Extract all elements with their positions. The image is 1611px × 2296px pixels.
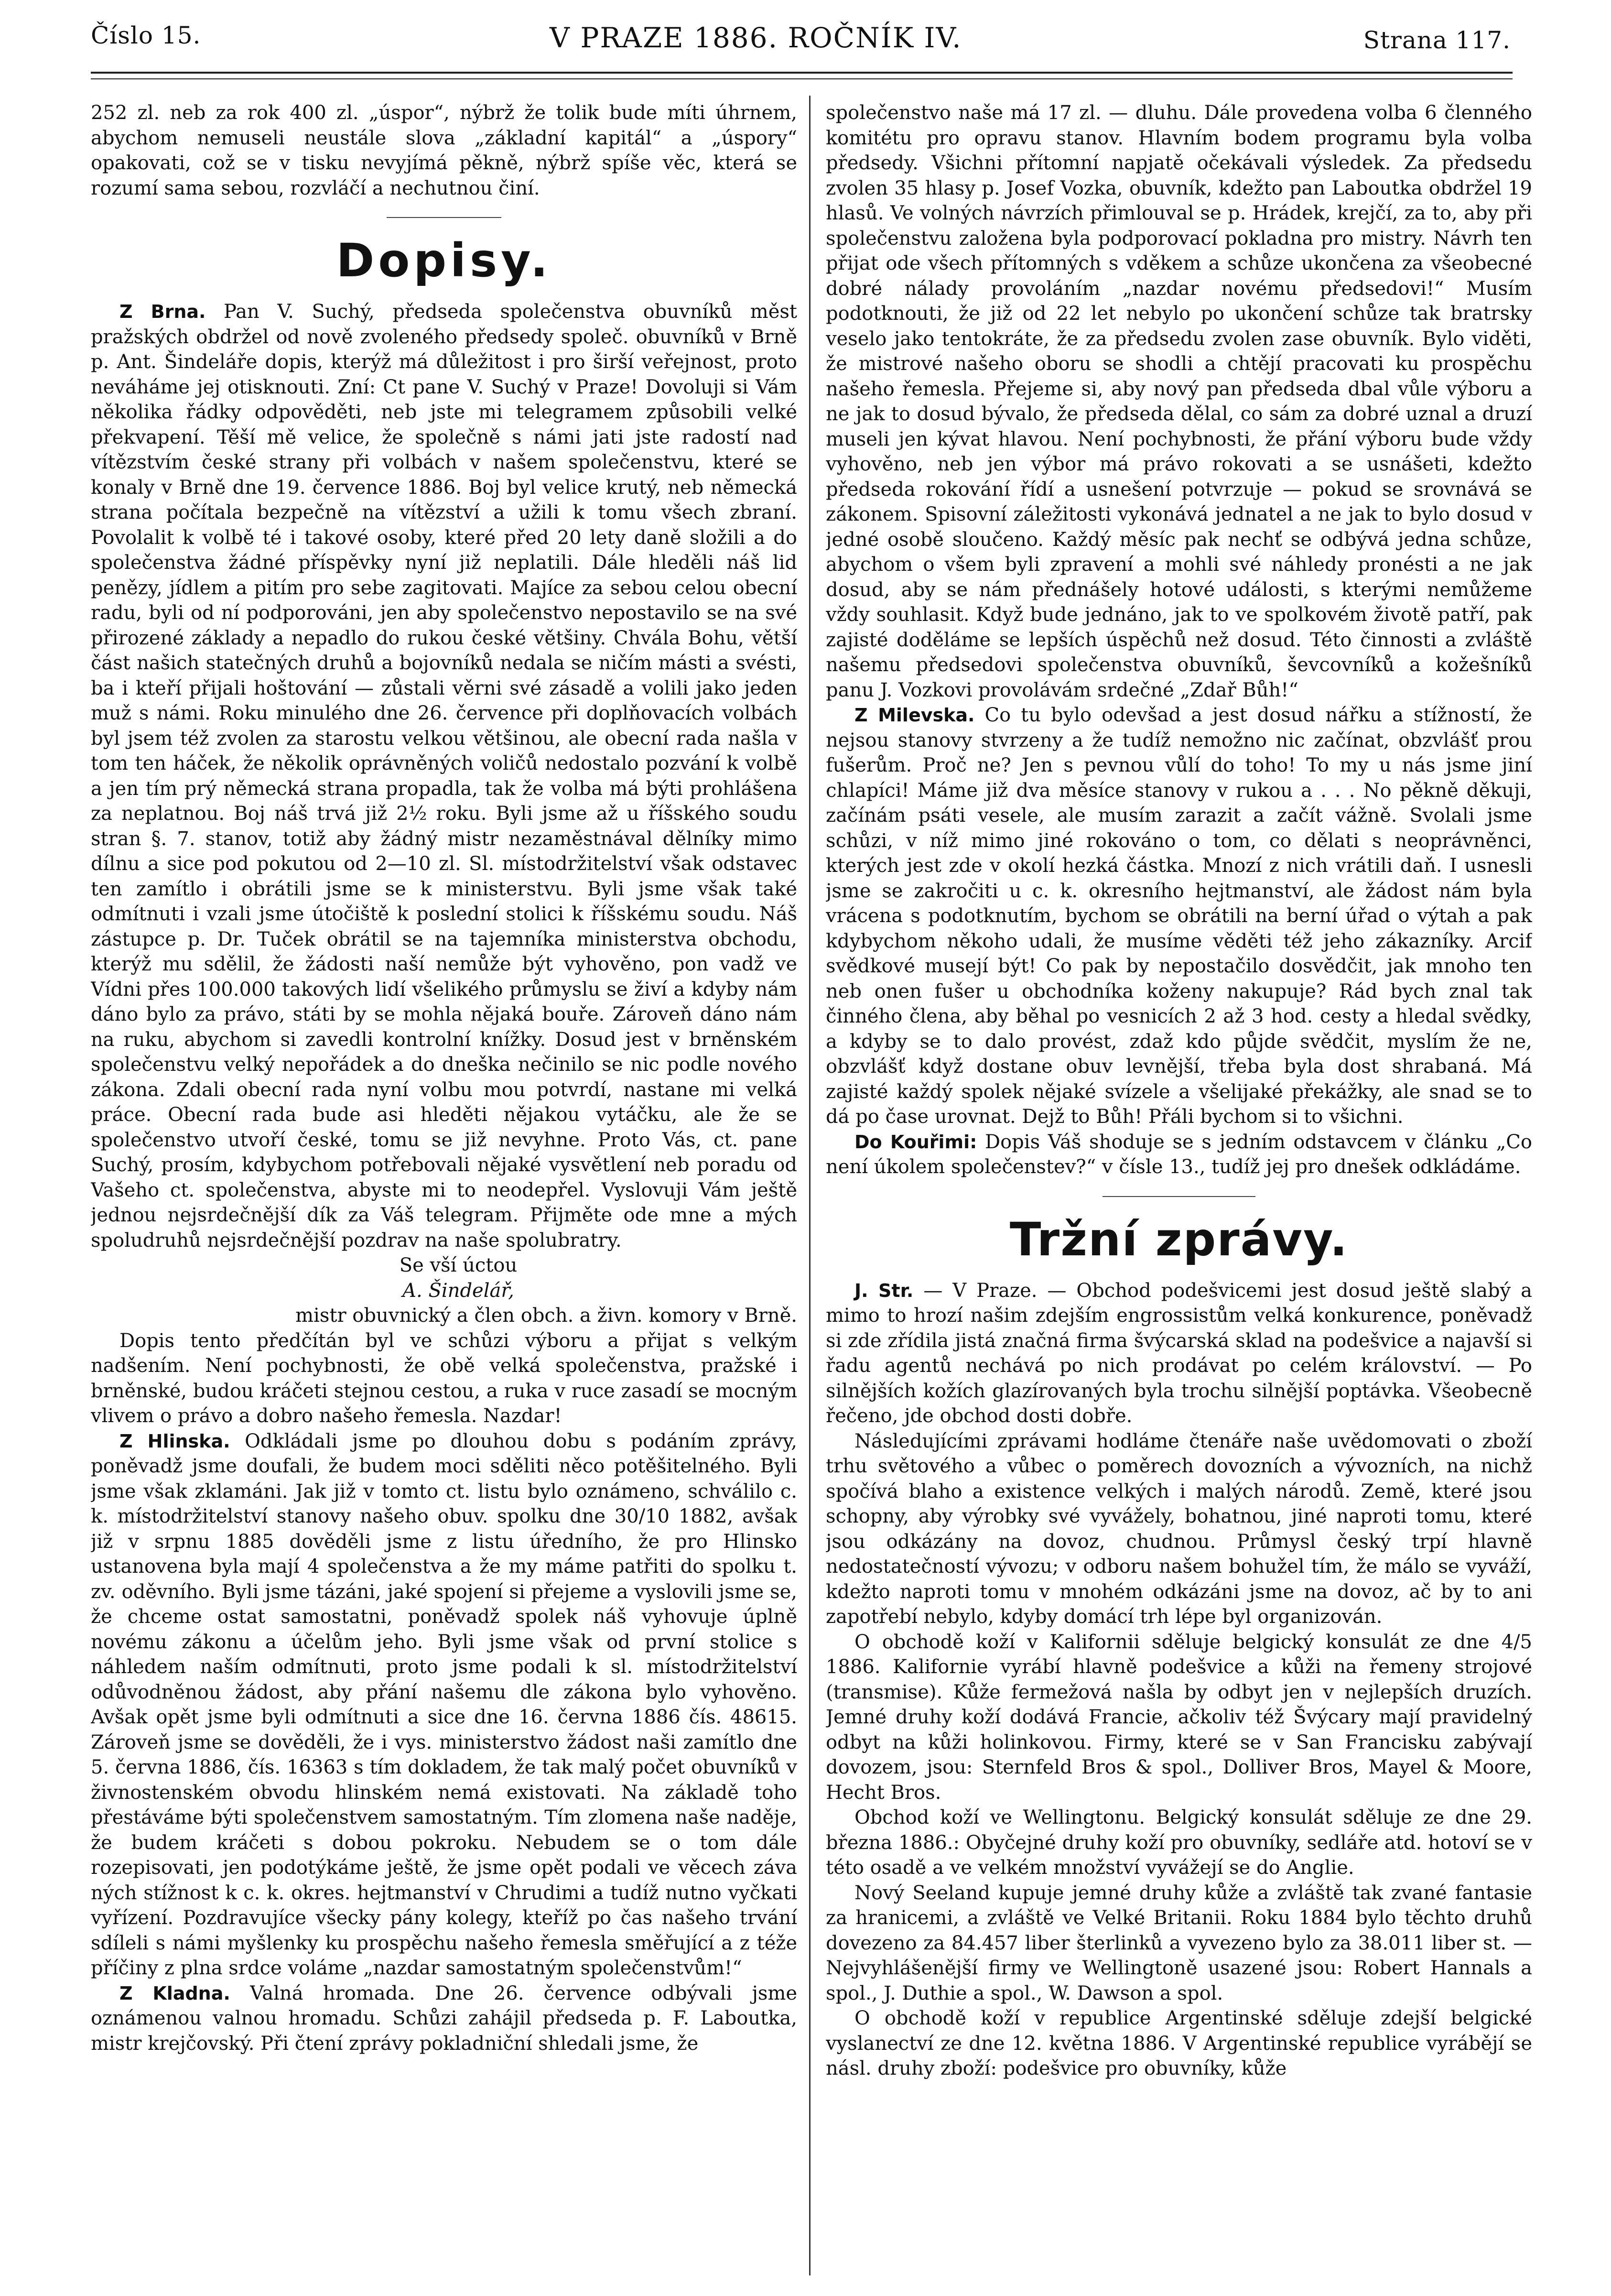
letter-kladno — [91, 1981, 797, 2057]
place-milevsko: Z Milevska. — [854, 705, 975, 726]
intro-paragraph: 252 zl. neb za rok 400 zl. „úspor“, nýbrž že tolik bude míti úhrnem, abychom nemuseli neustále slova „základní kapitál“ a „úspory“ opakovati, což se v tisku nevyjímá pěkně, nýbrž spíše věc, která se rozumí sama sebou, rozvláčí a nechutnou činí. — [91, 102, 797, 199]
place-brno: Z Brna. — [119, 301, 206, 322]
section-title-market: Tržní zprávy. — [1009, 1212, 1349, 1266]
left-column — [91, 100, 797, 2278]
page-header — [0, 12, 1611, 65]
place-kladno: Z Kladna. — [119, 1982, 230, 2004]
place-hlinsko: Z Hlinska. — [119, 1430, 230, 1452]
section-rule — [387, 217, 501, 218]
page-number: Strana 117. — [1363, 26, 1511, 54]
section-title-dopisy: Dopisy. — [336, 234, 552, 287]
letter-hlinsko — [91, 1429, 797, 1981]
letter-brno-text: Pan V. Suchý, předseda společenstva obuvníků měst pražských obdržel od nově zvoleného předsedy společ. obuvníků v Brně p. Ant. Šindeláře dopis, kterýž má důležitost i pro širší veřejnost, proto neváháme jej otisknouti. Zní: Ct pane V. Suchý v Praze! Dovoluji si Vám několika řádky odpověděti, neb jste mi telegramem způsobili velké překvapení. Těší mě velice, že společně s námi jati jste radostí nad vítězstvím české strany při volbách v našem společenstvu, které se konaly v Brně dne 19. července 1886. Boj byl velice krutý, neb německá strana počítala bezpečně na vítězství a užili k tomu všech zbraní. Povolalit k volbě té i takové osoby, které před 20 lety daně složili a do společenstva žádné příspěvky nyní již neplatili. Dále hleděli náš lid penězy, jídlem a pitím pro sebe zagitovati. Majíce za sebou celou obecní radu, byli od ní podporováni, jen aby společenstvo nepostavilo se na své přirozené základy a nepadlo do rukou české většiny. Chvála Bohu, větší část našich statečných druhů a bojovníků nedala se ničím másti a svésti, ba i kteří přijali hoštování — zůstali věrni své zásadě a volili jako jeden muž s námi. Roku minulého dne 26. července při doplňovacích volbách byl jsem též zvolen za starostu velkou většinou, ale obecní rada našla v tom ten háček, že několik oprávněných voličů nedostalo pozvání k volbě a jen tím prý německá strana propadla, tak že volba má býti prohlášena za neplatnou. Boj náš trvá již 2½ roku. Byli jsme až u říšského soudu stran §. 7. stanov, totiž aby žádný mistr nezaměstnával dělníky mimo dílnu a sice pod pokutou od 2—10 zl. Sl. místodržitelství však odstavec ten zamítlo i obrátili jsme se k ministerstvu. Byli jsme však také odmítnuti i vzali jsme útočiště k poslední stolici k říšskému soudu. Náš zástupce p. Dr. Tuček obrátil se na tajemníka ministerstva obchodu, kterýž mu sdělil, že žádosti naší nemůže být vyhověno, pon vadž ve Vídni přes 100.000 takových lidí všelikého průmyslu se živí a kdyby nám dáno bylo za právo, státi by se mohla nějaká bouře. Zároveň dáno nám na ruku, abychom si zavedli kontrolní knížky. Dosud jest v brněnském společenstvu velký nepořádek a do dneška nečinilo se nic podle nového zákona. Zdali obecní rada nyní volbu mou potvrdí, nastane mi velká práce. Obecní rada bude asi hleděti nějakou vytáčku, ale že se společenstvo utvoří české, tomu se již nevyhne. Proto Vás, ct. pane Suchý, prosím, kdybychom potřebovali nějaké vysvětlení neb poradu od Vašeho ct. společenstva, abyste mi to neodepřel. Vyslovuji Vám ještě jednou nejsrdečnější dík za Váš telegram. Přijměte ode mne a mých spoludruhů nejsrdečnější pozdrav na naše spolubratry. — [91, 301, 797, 1251]
column-divider — [809, 96, 811, 2275]
section-rule-market — [1103, 1196, 1255, 1197]
market-intro: Následujícími zprávami hodláme čtenáře naše uvědomovati o zboží trhu světového a vůbec o poměrech dovozních a vývozních, na nichž spočívá blaho a existence velkých i malých národů. Země, které jsou schopny, aby výrobky své vyvážely, bohatnou, jiné naproti tomu, které jsou odkázány na dovoz, chudnou. Průmysl český trpí hlavně nedostatečností vývozu; v odboru našem bohužel tím, že málo se vyváží, kdežto naproti tomu v mnohém odkázáni jsme na dovoz, ač by to ani zapotřebí nebylo, kdyby domácí trh lépe byl organizován. — [826, 1430, 1532, 1628]
market-wellington: Obchod koží ve Wellingtonu. Belgický konsulát sděluje ze dne 29. března 1886.: Obyčejné druhy koží pro obuvníky, sedláře atd. hotoví se v této osadě a ve velkém množství vyvážejí se do Anglie. — [826, 1806, 1532, 1879]
dateline: V PRAZE 1886. ROČNÍK IV. — [550, 22, 962, 54]
right-column — [826, 100, 1532, 2278]
letter-kladno-continued: společenstvo naše má 17 zl. — dluhu. Dále provedena volba 6 členného komitétu pro opravu stanov. Hlavním bodem programu byla volba předsedy. Všichni přítomní napjatě očekávali výsledek. Za předsedu zvolen 35 hlasy p. Josef Vozka, obuvník, kdežto pan Laboutka obdržel 19 hlasů. Ve volných návrzích přimlouval se p. Hrádek, krejčí, za to, aby při společenstvu založena byla podporovací pokladna pro mistry. Návrh ten přijat ode všech přítomných s vděkem a schůze ukončena za všeobecné dobré nálady provoláním „nazdar novému předsedovi!“ Musím podotknouti, že již od 22 let nebylo po ukončení schůze tak bratrsky veselo jako tentokráte, že za předsedu zvolen zase obuvník. Bylo viděti, že mistrové našeho oboru se shodli a chtějí pracovati ku prospěchu našeho řemesla. Přejeme si, aby nový pan předseda dbal vůle výboru a ne jak to dosud bývalo, že předseda dělal, co sám za dobré uznal a druzí museli jen kývat hlavou. Není pochybnosti, že přání výboru bude vždy vyhověno, neb jen výbor má právo rokovati a se usnášeti, kdežto předseda rokování řídí a usnešení potvrzuje — pokud se srovnává se zákonem. Spisovní záležitosti vykonává jednatel a ne jak to bylo dosud v jedné osobě sloučeno. Každý měsíc pak nechť se odbývá jedna schůze, abychom o všem byli zpravení a mohli své náhledy pronésti a ne jak dosud, aby se nám přednášely hotové události, s kterými nemůžeme vždy souhlasit. Když bude jednáno, jak to ve spolkovém životě patří, pak zajisté doděláme se lepších úspěchů než dosud. Této činnosti a zvláště našemu předsedovi společenstva obuvníků, ševcovníků a kožešníků panu J. Vozkovi provolávám srdečné „Zdař Bůh!“ — [826, 102, 1532, 701]
letter-kladno-text: Valná hromada. Dne 26. července odbývali jsme oznámenou valnou hromadu. Schůzi zahájil předseda p. F. Laboutka, mistr krejčovský. Při čtení zprávy pokladniční shledali jsme, že — [91, 1982, 797, 2055]
letter-signature: A. Šindelář, — [402, 1279, 514, 1302]
letter-signature-title: mistr obuvnický a člen obch. a živn. komory v Brně. — [295, 1305, 797, 1327]
market-argentina: O obchodě koží v republice Argentinské sděluje zdejší belgické vyslanectví ze dne 12. května 1886. V Argentinské republice vyrábějí se násl. druhy zboží: podešvice pro obuvníky, kůže — [826, 2007, 1532, 2079]
letter-brno — [91, 299, 797, 1253]
note-kourim-text: Dopis Váš shoduje se s jedním odstavcem v článku „Co není úkolem společenstev?“ v čísle 13., tudíž jej pro dnešek odkládáme. — [826, 1131, 1532, 1178]
place-kourim: Do Kouřimi: — [854, 1131, 977, 1153]
letter-milevsko — [826, 703, 1532, 1130]
note-kourim — [826, 1130, 1532, 1180]
issue-number: Číslo 15. — [91, 22, 201, 49]
market-prague — [826, 1278, 1532, 1429]
market-new-zealand: Nový Seeland kupuje jemné druhy kůže a zvláště tak zvané fantasie za hranicemi, a zvláště ve Velké Britanii. Roku 1884 bylo těchto druhů dovezeno za 84.457 liber šterlinků a vyvezeno bylo za 38.011 liber st. — Nejvyhlášenější firmy ve Wellingtoně usazené jsou: Robert Hannals a spol., J. Duthie a spol., W. Dawson a spol. — [826, 1882, 1532, 2004]
letter-milevsko-text: Co tu bylo odevšad a jest dosud nářku a stížností, že nejsou stanovy stvrzeny a že tudíž nemožno nic začínat, obzvlášť prou fušerům. Proč ne? Jen s pevnou vůlí do toho! To my u nás jsme jiní chlapíci! Máme již dva měsíce stanovy v rukou a . . . No pěkně děkuji, začínám psáti vesele, ale musím zarazit a začít vážně. Svolali jsme schůzi, v níž mimo jiné rokováno o tom, co dělati s neoprávněnci, kterých jest zde v okolí hezká částka. Mnozí z nich vrátili daň. I usnesli jsme se zakročiti u c. k. okresního hejtmanství, ale žádost nám byla vrácena s podotknutím, bychom se obrátili na berní úřad o výtah a pak kdybychom někoho udali, že musíme věděti též jeho zákazníky. Arcif svědkové musejí být! Co pak by nepostačilo dosvědčit, jak mnoho ten neb onen fušer u obchodníka koženy nakupuje? Rád bych znal tak činného člena, aby běhal po vesnicích 2 až 3 hod. cesty a hledal svědky, a kdyby se to dalo provést, zdaž kdo půjde svědčit, myslím že ne, obzvlášť když dostane obuv levnější, třeba byla dost shrabaná. Má zajisté každý spolek nějaké svízele a všelijaké překážky, ale snad se to dá po čase urovnat. Dejž to Bůh! Přáli bychom si to všichni. — [826, 704, 1532, 1128]
header-rule — [91, 72, 1513, 79]
place-market-prague: J. Str. — [854, 1280, 914, 1301]
letter-hlinsko-text: Odkládali jsme po dlouhou dobu s podáním zprávy, poněvadž jsme doufali, že budem moci sděliti něco potěšitelného. Byli jsme však zklamáni. Jak již v tomto ct. listu bylo oznámeno, schválilo c. k. místodržitelství stanovy našeho obuv. spolku dne 30/10 1882, avšak již v srpnu 1885 dověděli jsme z listu úředního, že pro Hlinsko ustanovena byla mají 4 společenstva a že my máme patřiti do spolku t. zv. oděvního. Byli jsme tázáni, jaké spojení si přejeme a vyslovili jsme se, že chceme ostat samostatni, poněvadž spolek náš vyhovuje úplně novému zákonu a účelům jeho. Byli jsme však od první stolice s náhledem naším odmítnuti, proto jsme podali k sl. místodržitelství odůvodněnou žádost, aby přání našemu dle zákona bylo vyhověno. Avšak opět jsme byli odmítnuti a sice dne 16. června 1886 čís. 48615. Zároveň jsme se dověděli, že i vys. ministerstvo žádost naši zamítlo dne 5. června 1886, čís. 16363 s tím dokladem, že tak malý počet obuvníků v živnostenském obvodu hlinském nemá existovati. Na základě toho přestáváme býti společenstvem samostatným. Tím zlomena naše naděje, že budem kráčeti s dobou pokroku. Nebudem se o tom dále rozepisovati, jen podotýkáme ještě, že jsme opět podali ve věcech záva ných stížnost k c. k. okres. hejtmanství v Chrudimi a tudíž nutno vyčkati vyřízení. Pozdravujíce všecky pány kolegy, kteříž po čas našeho trvání sdíleli s námi myšlenky ku prospěchu našeho řemesla směřující a z téže příčiny z plna srdce voláme „nazdar samostatným společenstvům!“ — [91, 1430, 797, 1979]
letter-brno-followup: Dopis tento předčítán byl ve schůzi výboru a přijat s velkým nadšením. Není pochybnosti, že obě velká společenstva, pražské i brněnské, budou kráčeti stejnou cestou, a ruka v ruce zasadí se mocným vlivem o právo a dobro našeho řemesla. Nazdar! — [91, 1329, 797, 1427]
market-california: O obchodě koží v Kalifornii sděluje belgický konsulát ze dne 4/5 1886. Kalifornie vyrábí hlavně podešvice a kůži na řemeny strojové (transmise). Kůže fermežová našla by odbyt jen v nejlepších druzích. Jemné druhy koží dodává Francie, ačkoliv též Švýcary mají pravidelný odbyt na kůži holinkovou. Firmy, které se v San Francisku zabývají dovozem, jsou: Sternfeld Bros & spol., Dolliver Bros, Mayel & Moore, Hecht Bros. — [826, 1631, 1532, 1804]
market-prague-text: — V Praze. — Obchod podešvicemi jest dosud ještě slabý a mimo to hrozí našim zdejším engrossistům velká konkurence, poněvadž si zde zřídila jistá značná firma švýcarská sklad na podešvice a najavší si řadu agentů nechává po nich prodávat po celém království. — Po silnějších kožích glazírovaných byla trochu silnější poptávka. Všeobecně řečeno, jde obchod dosti dobře. — [826, 1279, 1532, 1427]
letter-signoff: Se vší úctou — [399, 1254, 518, 1276]
